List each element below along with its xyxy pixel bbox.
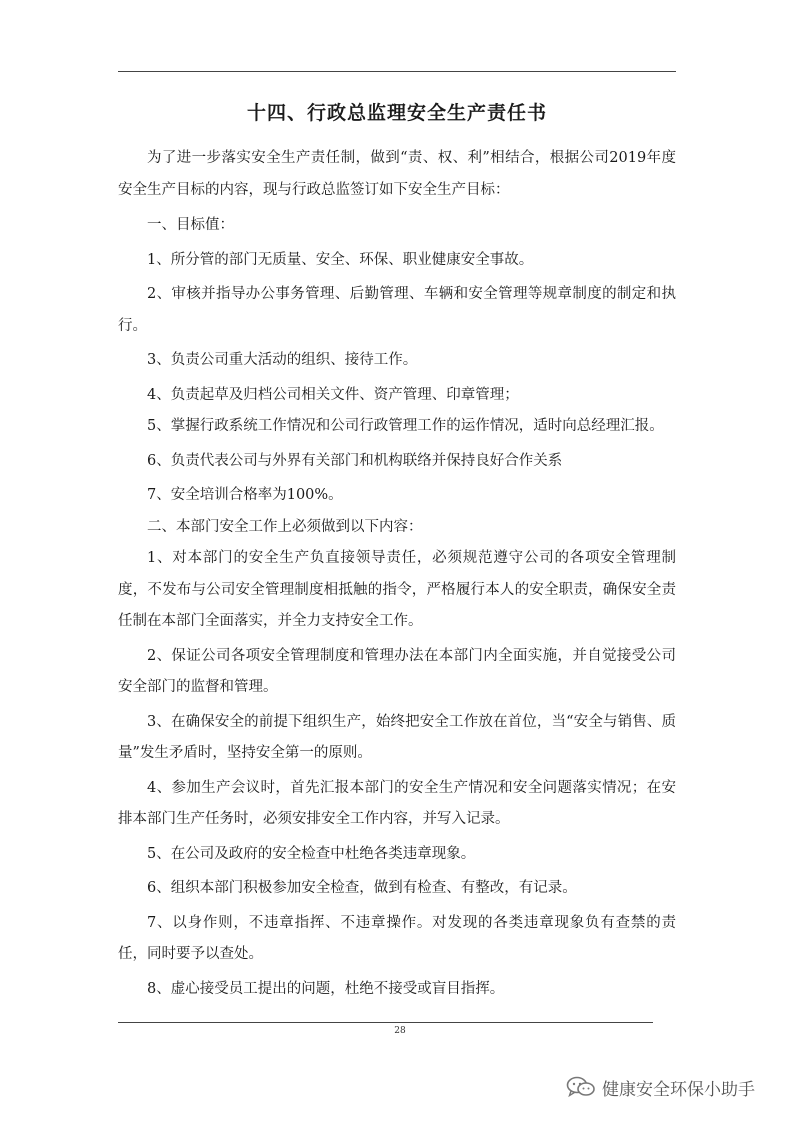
list-item: 1、所分管的部门无质量、安全、环保、职业健康安全事故。 <box>147 251 534 268</box>
list-item: 5、掌握行政系统工作情况和公司行政管理工作的运作情况，适时向总经理汇报。 <box>147 418 664 434</box>
list-item: 7、以身作则，不违章指挥、不违章操作。对发现的各类违章现象负有查禁的责任，同时要予以查处。 <box>118 914 676 962</box>
list-item: 6、负责代表公司与外界有关部门和机构联络并保持良好合作关系 <box>147 452 563 469</box>
list-item: 2、保证公司各项安全管理制度和管理办法在本部门内全面实施，并自觉接受公司安全部门的监督和管理。 <box>118 647 676 695</box>
list-item: 4、参加生产会议时，首先汇报本部门的安全生产情况和安全问题落实情况；在安排本部门生产任务时，必须安排安全工作内容，并写入记录。 <box>118 779 676 827</box>
list-item: 5、在公司及政府的安全检查中杜绝各类违章现象。 <box>147 845 476 862</box>
list-item: 7、安全培训合格率为100%。 <box>147 487 343 503</box>
list-item: 2、审核并指导办公事务管理、后勤管理、车辆和安全管理等规章制度的制定和执行。 <box>118 286 676 334</box>
watermark-text: 健康安全环保小助手 <box>602 1079 755 1100</box>
intro-paragraph: 为了进一步落实安全生产责任制，做到“责、权、利”相结合，根据公司2019年度安全生产目标的内容，现与行政总监签订如下安全生产目标： <box>118 150 676 198</box>
list-item: 3、负责公司重大活动的组织、接待工作。 <box>147 352 418 368</box>
document-title: 十四、行政总监理安全生产责任书 <box>246 102 547 124</box>
document-body <box>118 143 676 1005</box>
list-item: 8、虚心接受员工提出的问题，杜绝不接受或盲目指挥。 <box>147 980 505 997</box>
page-number: 28 <box>394 1026 406 1036</box>
list-item: 6、组织本部门积极参加安全检查，做到有检查、有整改，有记录。 <box>147 880 577 896</box>
watermark <box>566 1074 755 1100</box>
list-item: 1、对本部门的安全生产负直接领导责任，必须规范遵守公司的各项安全管理制度，不发布与公司安全管理制度相抵触的指令，严格履行本人的安全职责，确保安全责任制在本部门全面落实，并全力支持安全工作。 <box>118 550 676 629</box>
header-rule <box>118 71 676 72</box>
list-item: 3、在确保安全的前提下组织生产，始终把安全工作放在首位，当“安全与销售、质量”发生矛盾时，坚持安全第一的原则。 <box>118 713 676 761</box>
list-item: 4、负责起草及归档公司相关文件、资产管理、印章管理； <box>147 386 519 403</box>
section-heading-requirements: 二、本部门安全工作上必须做到以下内容： <box>147 518 423 535</box>
section-heading-targets: 一、目标值： <box>147 217 234 233</box>
footer-rule <box>118 1022 653 1023</box>
wechat-icon <box>566 1076 596 1098</box>
